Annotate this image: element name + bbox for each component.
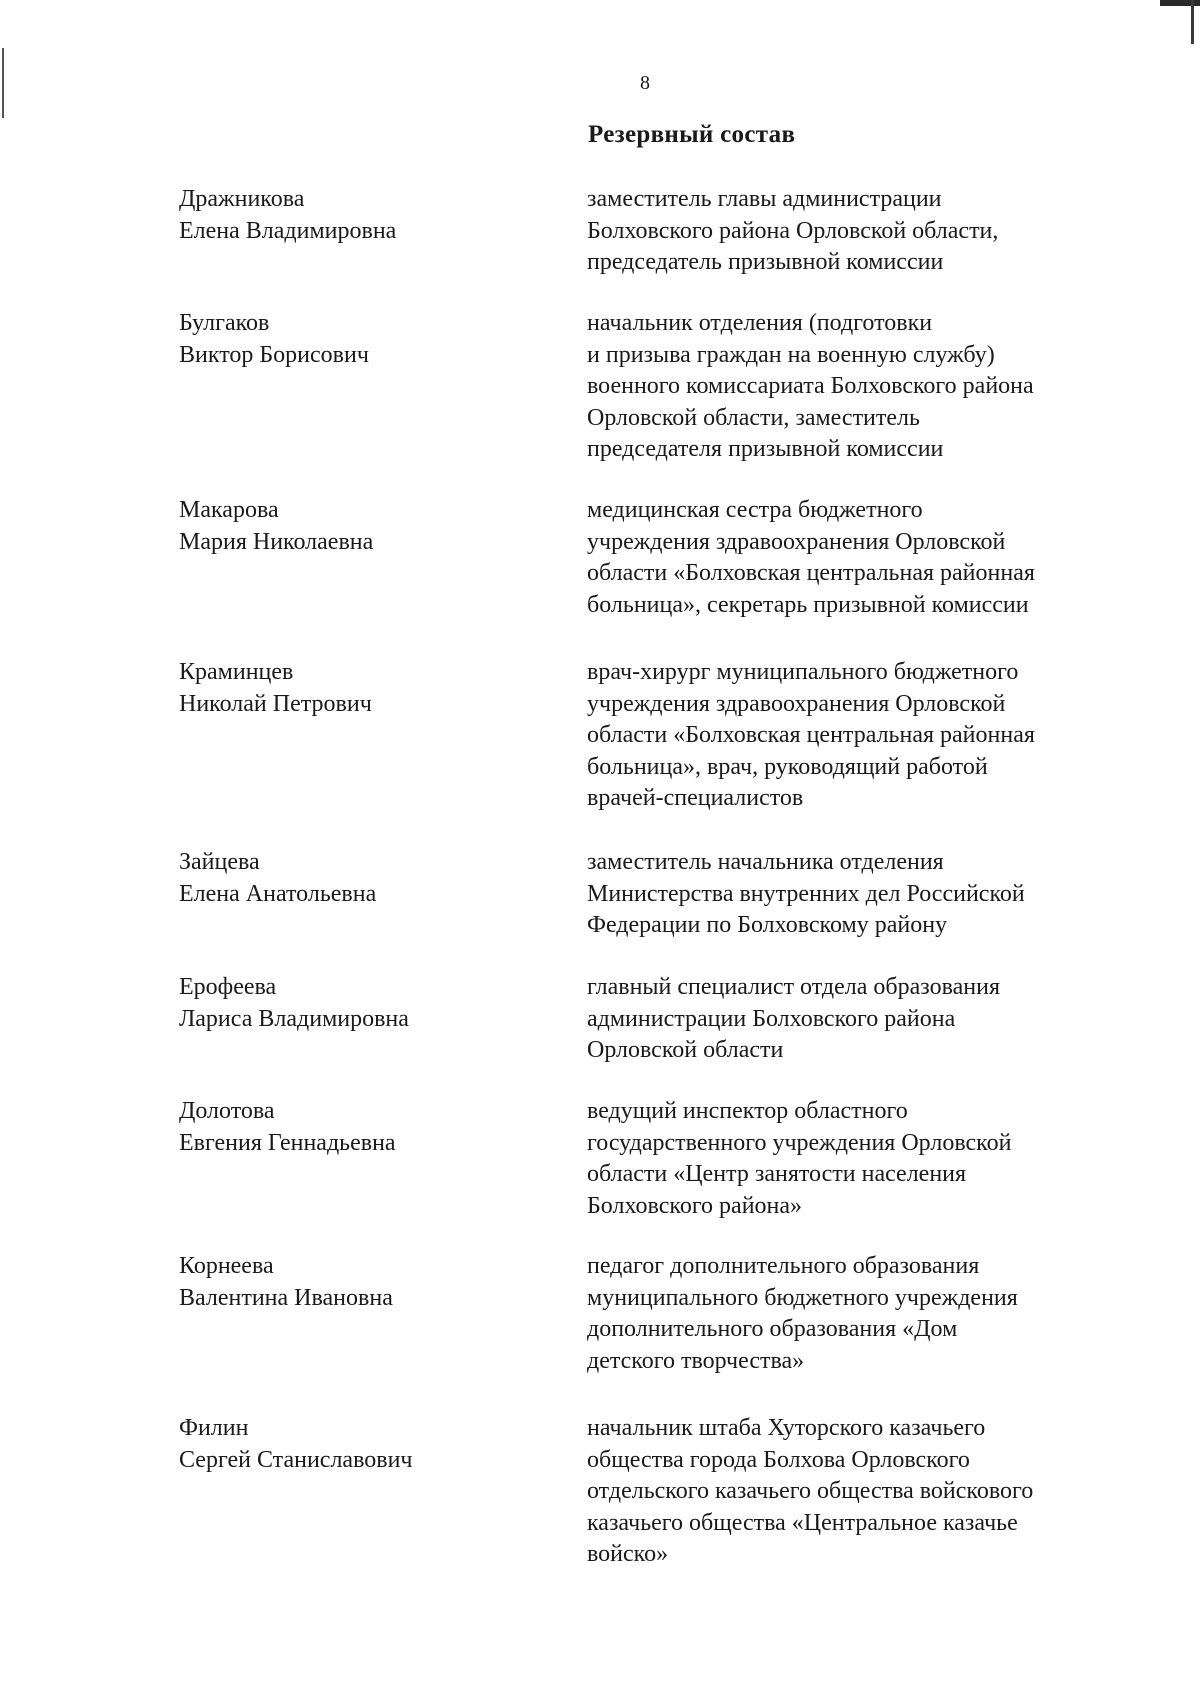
role-line: военного комиссариата Болховского района — [587, 373, 1034, 399]
role-line: и призыва граждан на военную службу) — [587, 341, 995, 368]
member-surname: Филин — [179, 1415, 249, 1441]
role-line: муниципального бюджетного учреждения — [587, 1284, 1018, 1311]
role-line: заместитель начальника отделения — [587, 849, 944, 875]
role-line: медицинская сестра бюджетного — [587, 497, 923, 523]
member-given-name: Сергей Станиславович — [179, 1446, 413, 1473]
member-role — [587, 308, 1147, 466]
role-line: казачьего общества «Центральное казачье — [587, 1509, 1018, 1536]
member-surname: Дражникова — [179, 186, 305, 212]
role-line: председателя призывной комиссии — [587, 436, 944, 462]
role-line: начальник отделения (подготовки — [587, 310, 933, 336]
member-role — [587, 657, 1147, 815]
role-line: Министерства внутренних дел Российской — [587, 880, 1025, 907]
member-surname: Краминцев — [179, 659, 294, 685]
role-line: Орловской области, заместитель — [587, 404, 920, 431]
member-role — [587, 1413, 1147, 1571]
role-line: врачей-специалистов — [587, 785, 804, 811]
role-line: начальник штаба Хуторского казачьего — [587, 1415, 986, 1441]
role-line: больница», секретарь призывной комиссии — [587, 591, 1029, 618]
member-given-name: Елена Анатольевна — [179, 880, 377, 907]
member-given-name: Николай Петрович — [179, 690, 372, 717]
member-given-name: Евгения Геннадьевна — [179, 1129, 396, 1156]
role-line: отдельского казачьего общества войскового — [587, 1478, 1034, 1504]
role-line: Орловской области — [587, 1037, 784, 1063]
role-line: Федерации по Болховскому району — [587, 912, 948, 938]
role-line: области «Болховская центральная районная — [587, 560, 1035, 586]
page-number: 8 — [640, 72, 650, 94]
role-line: председатель призывной комиссии — [587, 249, 944, 275]
role-line: заместитель главы администрации — [587, 186, 942, 212]
member-given-name: Лариса Владимировна — [179, 1005, 409, 1032]
member-given-name: Валентина Ивановна — [179, 1284, 393, 1311]
member-name — [179, 1413, 559, 1476]
member-name — [179, 308, 559, 371]
member-role — [587, 1096, 1147, 1222]
role-line: учреждения здравоохранения Орловской — [587, 528, 1006, 555]
member-given-name: Мария Николаевна — [179, 528, 374, 555]
member-role — [587, 1251, 1147, 1377]
member-surname: Корнеева — [179, 1253, 274, 1279]
member-surname: Ерофеева — [179, 974, 277, 1000]
member-name — [179, 972, 559, 1035]
member-given-name: Виктор Борисович — [179, 341, 369, 368]
role-line: Болховского района Орловской области, — [587, 217, 999, 244]
section-heading: Резервный состав — [588, 121, 796, 148]
role-line: войско» — [587, 1541, 669, 1567]
member-name — [179, 847, 559, 910]
role-line: больница», врач, руководящий работой — [587, 753, 988, 780]
member-given-name: Елена Владимировна — [179, 217, 397, 244]
role-line: администрации Болховского района — [587, 1005, 956, 1032]
member-role — [587, 972, 1147, 1067]
member-role — [587, 847, 1147, 942]
member-name — [179, 1096, 559, 1159]
role-line: главный специалист отдела образования — [587, 974, 1001, 1000]
role-line: дополнительного образования «Дом — [587, 1316, 958, 1342]
member-name — [179, 657, 559, 720]
role-line: врач-хирург муниципального бюджетного — [587, 659, 1019, 685]
member-name — [179, 495, 559, 558]
role-line: государственного учреждения Орловской — [587, 1129, 1012, 1156]
member-role — [587, 495, 1147, 621]
member-surname: Долотова — [179, 1098, 275, 1124]
member-name — [179, 184, 559, 247]
member-surname: Булгаков — [179, 310, 270, 336]
member-role — [587, 184, 1147, 279]
role-line: детского творчества» — [587, 1347, 805, 1374]
member-surname: Макарова — [179, 497, 279, 523]
member-surname: Зайцева — [179, 849, 260, 875]
role-line: педагог дополнительного образования — [587, 1253, 980, 1279]
role-line: области «Центр занятости населения — [587, 1161, 967, 1187]
scan-edge-mark — [1160, 0, 1200, 6]
scan-edge-mark-vertical — [1191, 0, 1194, 44]
role-line: Болховского района» — [587, 1192, 803, 1219]
role-line: области «Болховская центральная районная — [587, 722, 1035, 748]
member-name — [179, 1251, 559, 1314]
scan-edge-mark-left — [2, 48, 4, 118]
role-line: общества города Болхова Орловского — [587, 1446, 970, 1473]
role-line: ведущий инспектор областного — [587, 1098, 908, 1124]
role-line: учреждения здравоохранения Орловской — [587, 690, 1006, 717]
